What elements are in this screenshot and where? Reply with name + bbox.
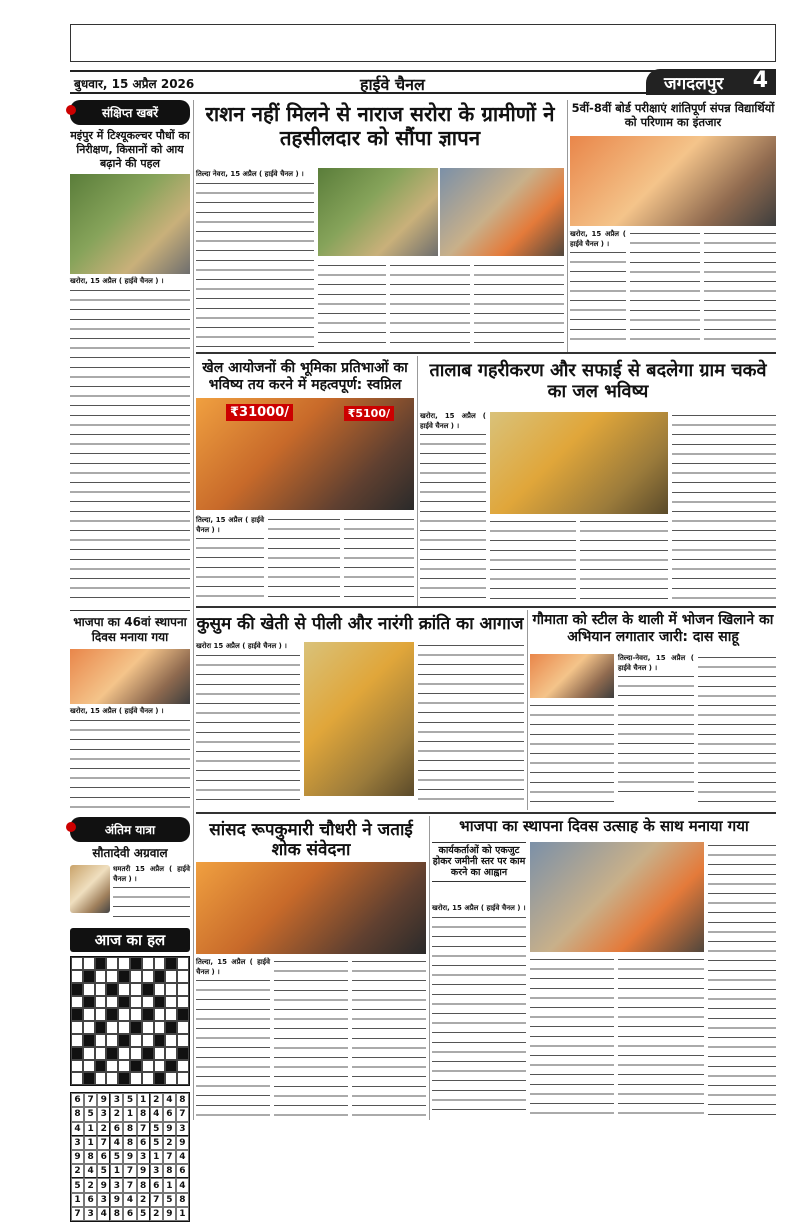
crossword-cell — [118, 1008, 130, 1021]
crossword-cell — [83, 1060, 95, 1073]
crossword-block — [142, 1008, 154, 1021]
crossword-block — [83, 970, 95, 983]
issue-date: बुधवार, 15 अप्रैल 2026 — [74, 77, 195, 91]
crossword-block — [154, 996, 166, 1009]
crossword-cell — [83, 1008, 95, 1021]
crossword-cell — [83, 1047, 95, 1060]
sudoku-cell: 5 — [110, 1150, 123, 1164]
sudoku-cell: 5 — [71, 1178, 84, 1192]
story4-body-text-col4 — [672, 412, 776, 602]
crossword-cell — [95, 983, 107, 996]
story2-headline: 5वीं-8वीं बोर्ड परीक्षाएं शांतिपूर्ण संपन्न विद्यार्थियों को परिणाम का इंतजार — [571, 101, 775, 129]
sudoku-cell: 6 — [150, 1178, 163, 1192]
crossword-cell — [177, 983, 189, 996]
crossword-cell — [83, 983, 95, 996]
story3-dateline: तिल्दा, 15 अप्रैल ( हाईवे चैनल ) । — [196, 516, 264, 534]
bullet-icon — [66, 105, 76, 115]
crossword-cell — [154, 1060, 166, 1073]
story7-body-text-col3 — [352, 958, 426, 1118]
sudoku-cell: 9 — [163, 1122, 176, 1136]
sudoku-cell: 6 — [176, 1164, 189, 1178]
crossword-cell — [95, 1034, 107, 1047]
prize-banner-1: ₹31000/ — [226, 404, 293, 421]
crossword-block — [118, 996, 130, 1009]
story6-body-text-col3 — [698, 654, 776, 806]
sudoku-cell: 7 — [123, 1164, 136, 1178]
story1-photo-right — [440, 168, 564, 256]
crossword-cell — [177, 1072, 189, 1085]
crossword-cell — [177, 996, 189, 1009]
story2-body-text-col3 — [704, 230, 776, 346]
crossword-block — [106, 983, 118, 996]
story4-body-text-col2 — [490, 518, 576, 602]
sudoku-cell: 7 — [137, 1122, 150, 1136]
left-sidebar — [70, 100, 190, 1219]
crossword-block — [95, 1021, 107, 1034]
brief1-headline: मइंपुर में टिश्यूकल्चर पौधों का निरीक्षण, किसानों को आय बढ़ाने की पहल — [70, 129, 190, 170]
crossword-block — [154, 970, 166, 983]
story6-dateline: तिल्दा-नेवरा, 15 अप्रैल ( हाईवे चैनल ) । — [618, 654, 694, 672]
crossword-block — [118, 1034, 130, 1047]
crossword-block — [95, 957, 107, 970]
column-rule — [193, 100, 194, 1120]
sudoku-cell: 2 — [150, 1207, 163, 1221]
crossword-block — [71, 983, 83, 996]
story7-dateline: तिल्दा, 15 अप्रैल ( हाईवे चैनल ) । — [196, 958, 270, 976]
obituary-heading: अंतिम यात्रा — [70, 817, 190, 842]
sudoku-cell: 9 — [110, 1193, 123, 1207]
story1-body-text-col3 — [390, 262, 470, 346]
sudoku-cell: 9 — [137, 1164, 150, 1178]
story5-dateline: खरोरा 15 अप्रैल ( हाईवे चैनल ) । — [196, 642, 287, 650]
sudoku-cell: 7 — [150, 1193, 163, 1207]
sudoku-cell: 9 — [97, 1093, 110, 1107]
sudoku-cell: 6 — [163, 1107, 176, 1121]
story2-body-text — [570, 249, 626, 345]
sudoku-cell: 8 — [123, 1122, 136, 1136]
crossword-cell — [130, 996, 142, 1009]
sudoku-cell: 5 — [84, 1107, 97, 1121]
story8-pull-quote: कार्यकर्ताओं को एकजुट होकर जमीनी स्तर पर काम करने का आह्वान — [432, 842, 526, 882]
story3-body-text — [196, 535, 264, 601]
sudoku-cell: 5 — [163, 1193, 176, 1207]
crossword-cell — [95, 970, 107, 983]
story1-dateline: तिल्दा नेवरा, 15 अप्रैल ( हाईवे चैनल ) । — [196, 170, 304, 178]
sudoku-cell: 2 — [137, 1193, 150, 1207]
crossword-block — [130, 1021, 142, 1034]
crossword-cell — [106, 970, 118, 983]
sudoku-cell: 9 — [71, 1150, 84, 1164]
crossword-cell — [106, 1034, 118, 1047]
crossword-block — [95, 1060, 107, 1073]
section-divider — [196, 606, 776, 608]
crossword-cell — [142, 996, 154, 1009]
story3-headline: खेल आयोजनों की भूमिका प्रतिभाओं का भविष्य तय करने में महत्वपूर्ण: स्वप्निल — [202, 360, 408, 393]
masthead — [70, 70, 776, 94]
sudoku-cell: 7 — [163, 1150, 176, 1164]
story2-dateline: खरोरा, 15 अप्रैल ( हाईवे चैनल ) । — [570, 230, 626, 248]
crossword-cell — [71, 957, 83, 970]
story4-body-text — [420, 431, 486, 603]
story3-photo — [196, 398, 414, 510]
story8-body-text-col4 — [708, 842, 776, 1118]
crossword-cell — [130, 1072, 142, 1085]
crossword-cell — [142, 1034, 154, 1047]
obituary-dateline: धमतरी 15 अप्रैल ( हाईवे चैनल ) । — [113, 864, 190, 883]
story7-headline: सांसद रूपकुमारी चौधरी ने जताई शोक संवेदना — [209, 820, 413, 861]
sudoku-cell: 8 — [176, 1193, 189, 1207]
sudoku-cell: 1 — [150, 1150, 163, 1164]
sudoku-cell: 6 — [71, 1093, 84, 1107]
crossword-block — [106, 1008, 118, 1021]
crossword-block — [154, 1072, 166, 1085]
sudoku-cell: 7 — [176, 1107, 189, 1121]
story3-body-text-col3 — [344, 516, 414, 602]
crossword-cell — [142, 1060, 154, 1073]
crossword-block — [177, 1008, 189, 1021]
crossword-cell — [95, 996, 107, 1009]
obituary-body-text — [113, 884, 190, 922]
crossword-cell — [177, 1060, 189, 1073]
sudoku-cell: 3 — [97, 1193, 110, 1207]
story5-photo — [304, 642, 414, 796]
story5-body-text-col2 — [418, 642, 524, 808]
sudoku-cell: 1 — [84, 1136, 97, 1150]
brief2-dateline: खरोरा, 15 अप्रैल ( हाईवे चैनल ) । — [70, 707, 164, 716]
sudoku-cell: 3 — [97, 1107, 110, 1121]
sudoku-cell: 4 — [176, 1150, 189, 1164]
crossword-cell — [71, 1072, 83, 1085]
crossword-cell — [118, 957, 130, 970]
brief2-headline: भाजपा का 46वां स्थापना दिवस मनाया गया — [73, 615, 187, 645]
story6-photo — [530, 654, 614, 698]
sudoku-cell: 9 — [123, 1150, 136, 1164]
prize-banner-2: ₹5100/ — [344, 406, 394, 421]
sudoku-cell: 6 — [84, 1193, 97, 1207]
story5-headline: कुसुम की खेती से पीली और नारंगी क्रांति का आगाज — [196, 614, 524, 634]
crossword-cell — [106, 1021, 118, 1034]
story2-photo — [570, 136, 776, 226]
crossword-cell — [95, 1047, 107, 1060]
crossword-cell — [130, 1008, 142, 1021]
sudoku-cell: 3 — [71, 1136, 84, 1150]
crossword-block — [83, 996, 95, 1009]
sudoku-cell: 9 — [97, 1178, 110, 1192]
sudoku-cell: 4 — [84, 1164, 97, 1178]
sudoku-cell: 4 — [150, 1107, 163, 1121]
advertisement-box — [70, 24, 776, 62]
bullet-icon — [66, 822, 76, 832]
column-rule — [567, 100, 568, 352]
sudoku-cell: 6 — [110, 1122, 123, 1136]
crossword-cell — [95, 1072, 107, 1085]
brief2-photo — [70, 649, 190, 704]
section-divider — [196, 812, 776, 814]
sudoku-cell: 2 — [97, 1122, 110, 1136]
crossword-cell — [177, 957, 189, 970]
crossword-cell — [118, 1060, 130, 1073]
crossword-cell — [83, 957, 95, 970]
sudoku-cell: 2 — [71, 1164, 84, 1178]
story1-body-text — [196, 180, 314, 350]
story4-headline: तालाब गहरीकरण और सफाई से बदलेगा ग्राम चकवे का जल भविष्य — [429, 360, 767, 403]
crossword-cell — [154, 1047, 166, 1060]
story7-body-text-col2 — [274, 958, 348, 1118]
crossword-block — [130, 957, 142, 970]
brief1-dateline: खरोरा, 15 अप्रैल ( हाईवे चैनल ) । — [70, 277, 164, 286]
crossword-block — [130, 1060, 142, 1073]
crossword-cell — [118, 1021, 130, 1034]
crossword-cell — [130, 1034, 142, 1047]
crossword-cell — [106, 957, 118, 970]
sudoku-cell: 1 — [137, 1093, 150, 1107]
sudoku-grid — [70, 1092, 190, 1222]
crossword-cell — [71, 996, 83, 1009]
sudoku-cell: 3 — [176, 1122, 189, 1136]
sudoku-cell: 5 — [123, 1093, 136, 1107]
sudoku-cell: 9 — [176, 1136, 189, 1150]
sudoku-cell: 8 — [123, 1136, 136, 1150]
sudoku-cell: 5 — [137, 1207, 150, 1221]
sudoku-cell: 5 — [150, 1122, 163, 1136]
story4-photo — [490, 412, 668, 514]
crossword-cell — [165, 983, 177, 996]
sudoku-cell: 5 — [97, 1164, 110, 1178]
crossword-cell — [142, 1021, 154, 1034]
sudoku-cell: 8 — [176, 1093, 189, 1107]
crossword-cell — [71, 970, 83, 983]
brief1-photo — [70, 174, 190, 274]
crossword-block — [165, 1021, 177, 1034]
crossword-cell — [71, 1034, 83, 1047]
crossword-cell — [154, 1021, 166, 1034]
crossword-cell — [165, 1008, 177, 1021]
brief-news-heading: संक्षिप्त खबरें — [70, 100, 190, 125]
crossword-cell — [165, 1034, 177, 1047]
divider — [70, 610, 190, 612]
sudoku-cell: 7 — [84, 1093, 97, 1107]
crossword-block — [142, 1047, 154, 1060]
crossword-block — [83, 1072, 95, 1085]
sudoku-cell: 6 — [97, 1150, 110, 1164]
crossword-cell — [130, 1047, 142, 1060]
story8-body-text-col3 — [618, 956, 704, 1118]
sudoku-cell: 3 — [137, 1150, 150, 1164]
story5-body-text — [196, 652, 300, 808]
story8-headline: भाजपा का स्थापना दिवस उत्साह के साथ मनाया गया — [459, 817, 749, 835]
sudoku-cell: 6 — [123, 1207, 136, 1221]
sudoku-cell: 8 — [84, 1150, 97, 1164]
crossword-cell — [177, 1034, 189, 1047]
crossword-cell — [154, 983, 166, 996]
crossword-cell — [130, 970, 142, 983]
crossword-cell — [83, 1021, 95, 1034]
sudoku-cell: 8 — [137, 1107, 150, 1121]
crossword-cell — [118, 983, 130, 996]
story6-body-text — [618, 673, 694, 799]
crossword-cell — [130, 983, 142, 996]
story1-photo-left — [318, 168, 438, 256]
sudoku-cell: 1 — [84, 1122, 97, 1136]
crossword-cell — [177, 1021, 189, 1034]
crossword-block — [83, 1034, 95, 1047]
column-rule — [527, 610, 528, 810]
story1-body-text-col2 — [318, 262, 386, 346]
obituary-name: सौतादेवी अग्रवाल — [92, 845, 168, 860]
story3-body-text-col2 — [268, 516, 340, 602]
section-divider — [196, 352, 776, 354]
story1-body-text-col4 — [474, 262, 564, 346]
brief2-body-text — [70, 717, 190, 813]
crossword-cell — [165, 1047, 177, 1060]
obituary-photo — [70, 865, 110, 913]
story8-body-text-col2 — [530, 956, 614, 1118]
sudoku-cell: 3 — [84, 1207, 97, 1221]
story6-body-text-col1 — [530, 702, 614, 806]
sudoku-cell: 2 — [110, 1107, 123, 1121]
crossword-cell — [71, 1021, 83, 1034]
story2-body-text-col2 — [630, 230, 700, 346]
crossword-cell — [142, 970, 154, 983]
sudoku-cell: 6 — [137, 1136, 150, 1150]
sudoku-cell: 2 — [84, 1178, 97, 1192]
crossword-block — [71, 1047, 83, 1060]
crossword-cell — [71, 1060, 83, 1073]
crossword-cell — [165, 970, 177, 983]
sudoku-cell: 4 — [110, 1136, 123, 1150]
paper-name: हाईवे चैनल — [360, 75, 425, 94]
sudoku-cell: 8 — [137, 1178, 150, 1192]
crossword-block — [142, 983, 154, 996]
sudoku-cell: 3 — [150, 1164, 163, 1178]
puzzle-solution-heading: आज का हल — [70, 928, 190, 952]
brief1-body-text — [70, 287, 190, 607]
crossword-cell — [154, 957, 166, 970]
sudoku-cell: 5 — [150, 1136, 163, 1150]
sudoku-cell: 8 — [163, 1164, 176, 1178]
story4-dateline: खरोरा, 15 अप्रैल ( हाईवे चैनल ) । — [420, 412, 486, 430]
story8-body-text — [432, 914, 526, 1118]
crossword-cell — [165, 996, 177, 1009]
story4-body-text-col3 — [580, 518, 668, 602]
sudoku-cell: 4 — [123, 1193, 136, 1207]
sudoku-cell: 1 — [123, 1107, 136, 1121]
edition-tab — [646, 69, 776, 95]
sudoku-cell: 7 — [71, 1207, 84, 1221]
sudoku-cell: 8 — [71, 1107, 84, 1121]
page-number: 4 — [752, 68, 768, 93]
edition-city: जगदलपुर — [664, 74, 724, 94]
sudoku-cell: 8 — [110, 1207, 123, 1221]
crossword-grid — [70, 956, 190, 1086]
sudoku-cell: 1 — [176, 1207, 189, 1221]
sudoku-cell: 2 — [163, 1136, 176, 1150]
crossword-block — [118, 1072, 130, 1085]
sudoku-cell: 4 — [97, 1207, 110, 1221]
story6-headline: गौमाता को स्टील के थाली में भोजन खिलाने का अभियान लगातार जारी: दास साहू — [532, 612, 774, 645]
crossword-block — [118, 970, 130, 983]
crossword-cell — [95, 1008, 107, 1021]
crossword-block — [165, 1060, 177, 1073]
crossword-cell — [106, 996, 118, 1009]
sudoku-cell: 1 — [71, 1193, 84, 1207]
crossword-cell — [142, 1072, 154, 1085]
crossword-cell — [106, 1072, 118, 1085]
sudoku-cell: 1 — [110, 1164, 123, 1178]
crossword-block — [106, 1047, 118, 1060]
sudoku-cell: 3 — [110, 1093, 123, 1107]
story8-photo — [530, 842, 704, 952]
crossword-cell — [142, 957, 154, 970]
sudoku-cell: 4 — [176, 1178, 189, 1192]
crossword-block — [165, 957, 177, 970]
story7-photo — [196, 862, 426, 954]
sudoku-cell: 9 — [163, 1207, 176, 1221]
crossword-cell — [177, 970, 189, 983]
sudoku-cell: 1 — [163, 1178, 176, 1192]
story8-dateline: खरोरा, 15 अप्रैल ( हाईवे चैनल ) । — [432, 904, 526, 912]
crossword-block — [177, 1047, 189, 1060]
sudoku-cell: 7 — [97, 1136, 110, 1150]
sudoku-cell: 7 — [123, 1178, 136, 1192]
crossword-cell — [106, 1060, 118, 1073]
column-rule — [417, 356, 418, 606]
crossword-cell — [154, 1008, 166, 1021]
sudoku-cell: 4 — [71, 1122, 84, 1136]
crossword-cell — [165, 1072, 177, 1085]
crossword-block — [71, 1008, 83, 1021]
sudoku-cell: 4 — [163, 1093, 176, 1107]
crossword-cell — [118, 1047, 130, 1060]
story7-body-text — [196, 977, 270, 1117]
story1-headline: राशन नहीं मिलने से नाराज सरोरा के ग्रामीणों ने तहसीलदार को सौंपा ज्ञापन — [205, 102, 555, 151]
crossword-block — [154, 1034, 166, 1047]
column-rule — [429, 816, 430, 1120]
sudoku-cell: 3 — [110, 1178, 123, 1192]
sudoku-cell: 2 — [150, 1093, 163, 1107]
